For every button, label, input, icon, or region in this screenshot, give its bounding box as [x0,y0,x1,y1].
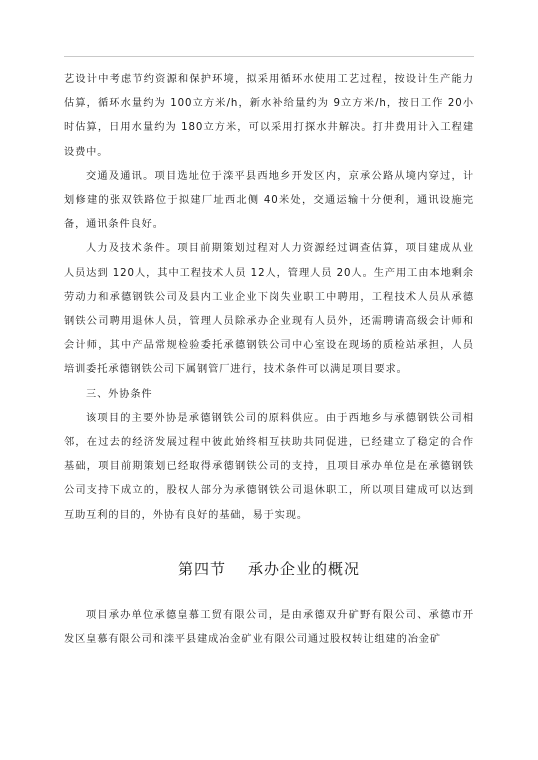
paragraph-water: 艺设计中考虑节约资源和保护环境，拟采用循环水使用工艺过程，按设计生产能力估算，循环水量约为 100立方米/h，新水补给量约为 9立方米/h，按日工作 20小时估算，日用水量约为 180立方米，可以采用打探水井解决。打井费用计入工程建设费中。 [64,74,474,158]
paragraph-transport: 交通及通讯。项目选址位于滦平县西地乡开发区内，京承公路从境内穿过，计划修建的张双铁路位于拟建厂址西北侧 40米处，交通运输十分便利，通讯设施完备，通讯条件良好。 [64,170,474,231]
section-heading: 承办企业的概况 [248,559,361,578]
page-body [64,68,474,652]
paragraph-manpower: 人力及技术条件。项目前期策划过程对人力资源经过调查估算，项目建成从业人员达到 120人，其中工程技术人员 12人，管理人员 20人。生产用工由本地剩余劳动力和承德钢铁公司及县内工业企业下岗失业职工中聘用，工程技术人员从承德钢铁公司聘用退休人员，管理人员除承办企业现有人员外，还需聘请高级会计师和会计师，其中产品常规检验委托承德钢铁公司中心室设在现场的质检站承担，人员培训委托承德钢铁公司下属钢管厂进行，技术条件可以满足项目要求。 [64,243,474,376]
sub-heading-external-conditions: 三、外协条件 [86,388,153,400]
section-number: 第四节 [177,559,226,578]
paragraph-external-cooperation: 该项目的主要外协是承德钢铁公司的原料供应。由于西地乡与承德钢铁公司相邻，在过去的经济发展过程中彼此始终相互扶助共同促进，已经建立了稳定的合作基础，项目前期策划已经取得承德钢铁公司的支持，且项目承办单位是在承德钢铁公司支持下成立的，股权人部分为承德钢铁公司退休职工，所以项目建成可以达到互助互利的目的，外协有良好的基础，易于实现。 [64,412,474,521]
paragraph-company-overview: 项目承办单位承德皇慕工贸有限公司，是由承德双升矿野有限公司、承德市开发区皇慕有限公司和滦平县建成冶金矿业有限公司通过股权转让组建的冶金矿 [64,609,474,646]
section-title [64,558,474,580]
header-rule [64,56,474,57]
